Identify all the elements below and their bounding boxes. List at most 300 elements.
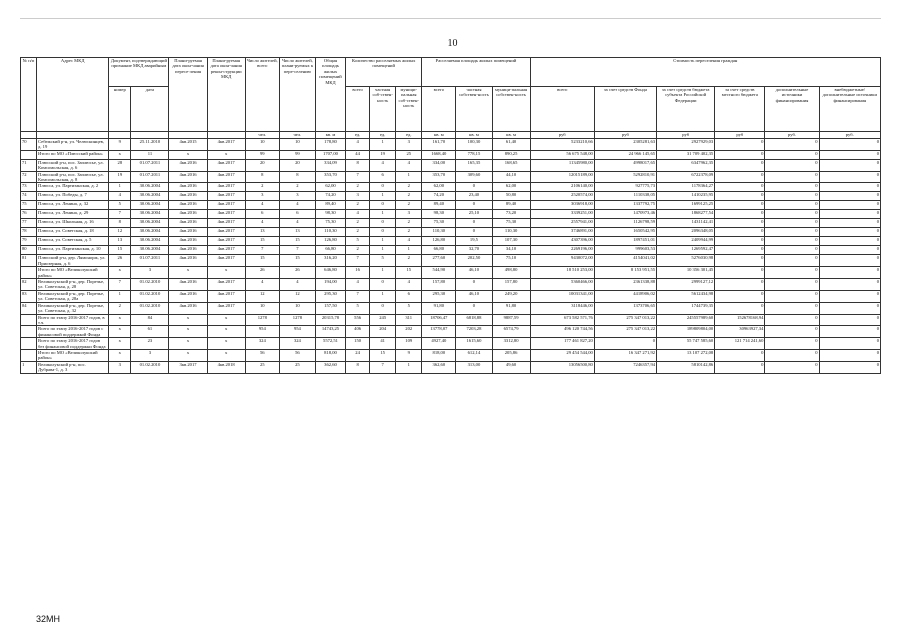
header-document: Документ, подтверждающий признание МКД аварийным [109,58,169,87]
cell-rt: 2 [346,219,370,228]
cell-area: 362,60 [315,361,345,373]
cell-cr: 5810142,86 [657,361,715,373]
cell-date: 25.11.2010 [131,139,169,151]
cell-addr: Великолукский р-н, пос. Дубрава-1, д. 3 [37,361,109,373]
cell-res: 99 [245,150,279,159]
cell-rt: 3 [346,192,370,201]
cell-rt: 4 [346,279,370,291]
cell-ap: 202,50 [456,255,492,267]
cell-res: 8 [245,171,279,183]
cell-co: 0 [819,246,880,255]
cell-addr: Великолукский р-н, дер. Поречье, ул. Советская, д. 28а [37,290,109,302]
cell-ap: 0 [456,201,492,210]
cell-n: 76 [21,210,37,219]
cell-cf: 1110338,05 [594,192,656,201]
cell-addr: Плюсса, ул. Советская, д. 18 [37,228,109,237]
cell-rm: 5 [396,302,422,314]
cell-addr: Всего по этапу 2016-2017 годов без финансовой поддержки Фонда [37,338,109,350]
cell-cl: 0 [715,349,765,361]
cell-ct: 2269196,00 [530,246,594,255]
cell-cr: 10 356 301,45 [657,267,715,279]
cell-num: х [109,326,131,338]
cell-ce: 0 [765,267,819,279]
cell-ct: 13056500,80 [530,361,594,373]
cell-rt: 2 [346,246,370,255]
cell-resp: 25 [279,361,315,373]
cell-rp: 245 [370,314,396,326]
unit-cell [131,132,169,139]
cell-addr: Великолукский р-н, дер. Поречье, ул. Советская, д. 28 [37,279,109,291]
table-row [21,159,881,171]
unit-cell: руб. [819,132,880,139]
table-row [21,228,881,237]
cell-rm: 2 [396,219,422,228]
cell-num: 9 [109,139,131,151]
cell-res: 10 [245,302,279,314]
cell-rt: 5 [346,237,370,246]
table-row [21,192,881,201]
cell-cl: 0 [715,279,765,291]
cell-ct: 3339251,00 [530,210,594,219]
cell-rel: 4кв.2016 [169,159,207,171]
cell-cr: 6347962,35 [657,159,715,171]
cell-co: 0 [819,302,880,314]
cell-cf: 1650542,95 [594,228,656,237]
cell-cl: 0 [715,290,765,302]
cell-resp: 4 [279,219,315,228]
cell-date: 61 [131,326,169,338]
cell-n [21,349,37,361]
cell-num: 19 [109,171,131,183]
cell-dem: х [207,150,245,159]
cell-addr: Плюсский р-н, пос. Заплюсье, ул. Комсомольская, д. 8 [37,171,109,183]
cell-ap: 309,60 [456,171,492,183]
unit-cell: кв. м [456,132,492,139]
cell-co: 0 [819,326,880,338]
cell-res: 15 [245,237,279,246]
cell-ap: 778,15 [456,150,492,159]
unit-cell: ед. [346,132,370,139]
cell-co: 0 [819,290,880,302]
cell-dem: 4кв.2018 [207,361,245,373]
cell-co: 0 [819,237,880,246]
page-number: 10 [447,38,458,49]
cell-ce: 0 [765,326,819,338]
cell-cf: 4418906,02 [594,290,656,302]
table-row [21,171,881,183]
cell-cl: 121 714 241,60 [715,338,765,350]
cell-date: 30.06.2004 [131,210,169,219]
cell-addr: Плюсский р-н, пос. Заплюсье, ул. Комсомольская, д. 6 [37,159,109,171]
cell-resp: 20 [279,159,315,171]
cell-ce: 0 [765,290,819,302]
cell-res: 4 [245,201,279,210]
cell-rp: 41 [370,338,396,350]
cell-n: 1 [21,361,37,373]
cell-res: 20 [245,159,279,171]
unit-cell: ед. [370,132,396,139]
cell-cl: 0 [715,183,765,192]
cell-am: 44,10 [492,171,530,183]
cell-am: 34,10 [492,246,530,255]
cell-am: 91,80 [492,302,530,314]
cell-cf: 927775,73 [594,183,656,192]
cell-ct: 3118446,00 [530,302,594,314]
cell-ap: 46,10 [456,267,492,279]
cell-ap: 19,5 [456,237,492,246]
cell-num: х [109,267,131,279]
cell-dem: 4кв.2017 [207,210,245,219]
cell-dem: х [207,338,245,350]
cell-cr: 2927929,03 [657,139,715,151]
cell-rt: 406 [346,326,370,338]
cell-addr: Плюсса, ул. Партизанская, д. 2 [37,183,109,192]
cell-rp: 1 [370,246,396,255]
cell-area: 5572,51 [315,338,345,350]
cell-cr: 55 747 585,60 [657,338,715,350]
unit-cell: руб [657,132,715,139]
cell-cr: 1178364,27 [657,183,715,192]
cell-date: 23 [131,338,169,350]
header-area-resettled: Расселяемая площадь жилых помещений [422,58,530,87]
cell-n [21,338,37,350]
units-row [21,132,881,139]
cell-resp: 10 [279,139,315,151]
cell-at: 1668,40 [422,150,456,159]
cell-ap: 46,10 [456,290,492,302]
cell-area: 74,20 [315,192,345,201]
cell-co: 0 [819,255,880,267]
cell-at: 4927,40 [422,338,456,350]
cell-cf: 2305281,63 [594,139,656,151]
cell-resp: 4 [279,201,315,210]
cell-addr: Всего по этапу 2016-2017 годов с финансовой поддержкой Фонда [37,326,109,338]
cell-rt: 150 [346,338,370,350]
table-row [21,183,881,192]
header-cost-extra: дополнительные источники финансирования [765,87,819,132]
cell-cr: 1269592,47 [657,246,715,255]
cell-rt: 7 [346,290,370,302]
cell-at: 126,80 [422,237,456,246]
header-area-municipal: муници-пальная собствен-ность [492,87,530,132]
cell-resp: 954 [279,326,315,338]
header-area-total: всего [422,87,456,132]
cell-dem: 4кв.2017 [207,201,245,210]
cell-cf: 1897451,01 [594,237,656,246]
cell-am: 6574,79 [492,326,530,338]
cell-num: 7 [109,210,131,219]
cell-ce: 0 [765,314,819,326]
cell-am: 89,40 [492,201,530,210]
cell-am: 3312,80 [492,338,530,350]
cell-ce: 0 [765,139,819,151]
cell-rm: 3 [396,210,422,219]
cell-co: 0 [819,192,880,201]
cell-ct: 2106140,00 [530,183,594,192]
cell-res: 4 [245,219,279,228]
cell-cl: 0 [715,159,765,171]
cell-rp: 4 [370,159,396,171]
cell-res: 13 [245,228,279,237]
cell-addr: Плюсса, ул. Победы, д. 7 [37,192,109,201]
cell-date: 01.02.2010 [131,361,169,373]
cell-res: 324 [245,338,279,350]
header-residents-planned: Число жителей, плани-руемых к пере-селению [279,58,315,132]
unit-cell [21,132,37,139]
table-row [21,246,881,255]
cell-area: 1707,00 [315,150,345,159]
table-row [21,150,881,159]
header-cost-offbudget: внебюджетные/ дополнительные источники финансирования [819,87,880,132]
cell-ct: 673 582 571,76 [530,314,594,326]
cell-ct: 496 120 744,56 [530,326,594,338]
cell-area: 818,00 [315,349,345,361]
table-row [21,349,881,361]
cell-rp: 0 [370,201,396,210]
cell-addr: Плюсский р-н, дер. Лямонорж, ул. Приозерная, д. 6 [37,255,109,267]
cell-date: 01.02.2010 [131,302,169,314]
cell-cf: 0 [594,338,656,350]
cell-at: 544,90 [422,267,456,279]
cell-ap: 25,10 [456,210,492,219]
unit-cell: ед. [396,132,422,139]
cell-am: 62,00 [492,183,530,192]
cell-addr: Итого по МО «Великолукский район» [37,267,109,279]
cell-co: 0 [819,183,880,192]
cell-at: 62,00 [422,183,456,192]
cell-num: 1 [109,290,131,302]
cell-ct: 5233210,66 [530,139,594,151]
cell-at: 353,70 [422,171,456,183]
cell-rm: 2 [396,228,422,237]
cell-res: 3 [245,192,279,201]
cell-rp: 0 [370,183,396,192]
cell-rt: 5 [346,302,370,314]
cell-date: 01.02.2010 [131,279,169,291]
cell-ap: 23,40 [456,192,492,201]
cell-at: 74,20 [422,192,456,201]
cell-num: 26 [109,255,131,267]
unit-cell: чел. [245,132,279,139]
cell-dem: 4кв.2017 [207,279,245,291]
cell-num: х [109,349,131,361]
cell-rel: х [169,267,207,279]
cell-ce: 0 [765,246,819,255]
table-row [21,219,881,228]
header-rooms-municipal: муници-пальная соб-ствен-ность [396,87,422,132]
unit-cell [37,132,109,139]
cell-rm: 1 [396,361,422,373]
cell-am: 249,20 [492,290,530,302]
cell-cr: 1410235,95 [657,192,715,201]
cell-rm: 6 [396,290,422,302]
cell-n: 74 [21,192,37,201]
cell-rel: х [169,338,207,350]
header-doc-date: дата [131,87,169,132]
cell-resp: 26 [279,267,315,279]
cell-cr: 1699125,25 [657,201,715,210]
cell-date: 30.06.2004 [131,246,169,255]
cell-ct: 2520574,00 [530,192,594,201]
unit-cell: кв. м [315,132,345,139]
cell-n: 77 [21,219,37,228]
cell-ce: 0 [765,338,819,350]
cell-rt: 4 [346,210,370,219]
cell-at: 66,80 [422,246,456,255]
cell-rp: 1 [370,237,396,246]
cell-ce: 0 [765,210,819,219]
cell-num: 5 [109,201,131,210]
footer-code: 32МН [36,614,61,624]
table-row [21,279,881,291]
cell-n: 80 [21,246,37,255]
cell-date: 01.07.2011 [131,171,169,183]
cell-cr: 5612434,98 [657,290,715,302]
cell-date: 01.07.2011 [131,255,169,267]
cell-at: 13778,07 [422,326,456,338]
cell-addr: Плюсса, ул. Школьная, д. 16 [37,219,109,228]
cell-rel: 4кв.2016 [169,302,207,314]
cell-area: 66,80 [315,246,345,255]
cell-ct: 4307396,00 [530,237,594,246]
cell-rp: 0 [370,302,396,314]
cell-n: 79 [21,237,37,246]
cell-area: 295,30 [315,290,345,302]
cell-rel: х [169,349,207,361]
cell-rt: 7 [346,255,370,267]
cell-am: 110,30 [492,228,530,237]
cell-area: 353,70 [315,171,345,183]
cell-ct: 2557941,00 [530,219,594,228]
cell-ce: 0 [765,183,819,192]
cell-date: 30.06.2004 [131,237,169,246]
cell-rp: 5 [370,255,396,267]
cell-ct: 9430072,00 [530,255,594,267]
cell-resp: 324 [279,338,315,350]
cell-cf: 1126798,59 [594,219,656,228]
cell-area: 126,80 [315,237,345,246]
unit-cell: чел. [279,132,315,139]
header-num: № п/п [21,58,37,132]
cell-dem: 4кв.2017 [207,302,245,314]
cell-am: 61,40 [492,139,530,151]
cell-co: 0 [819,279,880,291]
cell-am: 205,86 [492,349,530,361]
cell-ce: 0 [765,171,819,183]
cell-ct: 29 454 544,00 [530,349,594,361]
cell-addr: Плюсса, ул. Ленина, д. 32 [37,201,109,210]
table-row [21,267,881,279]
cell-cr: 31 709 402,35 [657,150,715,159]
cell-resp: 2 [279,183,315,192]
cell-area: 178,80 [315,139,345,151]
cell-n: 70 [21,139,37,151]
cell-rt: 8 [346,159,370,171]
cell-co: 0 [819,201,880,210]
cell-ce: 0 [765,349,819,361]
header-cost-region: за счет средств бюджета субъекта Российской Федерации [657,87,715,132]
cell-rel: х [169,314,207,326]
cell-n: 71 [21,159,37,171]
cell-cf: 999603,53 [594,246,656,255]
cell-resp: 8 [279,171,315,183]
table-body [21,132,881,374]
cell-at: 157,80 [422,279,456,291]
cell-rt: 556 [346,314,370,326]
table-row [21,255,881,267]
cell-co: 0 [819,210,880,219]
cell-rm: 3 [396,139,422,151]
cell-area: 157,50 [315,302,345,314]
table-row [21,210,881,219]
header-rooms-count: Количество расселяемых жилых помещений [346,58,422,87]
cell-rt: 16 [346,267,370,279]
cell-rp: 6 [370,171,396,183]
cell-n: 81 [21,255,37,267]
cell-num: 7 [109,279,131,291]
cell-am: 73,20 [492,210,530,219]
cell-cr: 13 107 272,08 [657,349,715,361]
cell-rel: 4кв.2016 [169,210,207,219]
cell-ap: 1615,60 [456,338,492,350]
cell-dem: х [207,267,245,279]
cell-date: 3 [131,349,169,361]
cell-at: 18706,47 [422,314,456,326]
cell-ap: 0 [456,302,492,314]
cell-cl: 0 [715,255,765,267]
cell-co: 0 [819,150,880,159]
cell-dem: х [207,314,245,326]
cell-co: 0 [819,338,880,350]
cell-addr: Плюсса, ул. Ленина, д. 29 [37,210,109,219]
cell-num: 8 [109,219,131,228]
cell-addr: Себежский р-н, ул. Челюскинцев, д. 19 [37,139,109,151]
cell-rp: 0 [370,228,396,237]
cell-date: 30.06.2004 [131,183,169,192]
cell-ap: 313,00 [456,361,492,373]
scan-artifact-line [20,18,881,19]
cell-resp: 3 [279,192,315,201]
cell-rel: 4кв.2016 [169,183,207,192]
cell-resp: 10 [279,302,315,314]
cell-rel: 4кв.2016 [169,228,207,237]
cell-num: х [109,150,131,159]
cell-cl: 0 [715,192,765,201]
header-area-private: частная собствен-ность [456,87,492,132]
cell-co: 0 [819,228,880,237]
cell-ap: 0 [456,228,492,237]
cell-res: 2 [245,183,279,192]
cell-am: 50,80 [492,192,530,201]
cell-cl: 0 [715,210,765,219]
header-doc-number: номер [109,87,131,132]
cell-date: 01.02.2010 [131,290,169,302]
header-planned-relocation: Плани-руемая дата окон-чания пересе-ления [169,58,207,132]
cell-rp: 7 [370,361,396,373]
cell-ce: 0 [765,237,819,246]
cell-n: 72 [21,171,37,183]
cell-area: 89,40 [315,201,345,210]
cell-resp: 15 [279,255,315,267]
cell-dem: 4кв.2017 [207,192,245,201]
cell-date: 11 [131,150,169,159]
cell-cl: 0 [715,219,765,228]
cell-date: 30.06.2004 [131,219,169,228]
header-cost-fund: за счет средств Фонда [594,87,656,132]
cell-at: 818,00 [422,349,456,361]
unit-cell: руб. [765,132,819,139]
cell-area: 334,09 [315,159,345,171]
